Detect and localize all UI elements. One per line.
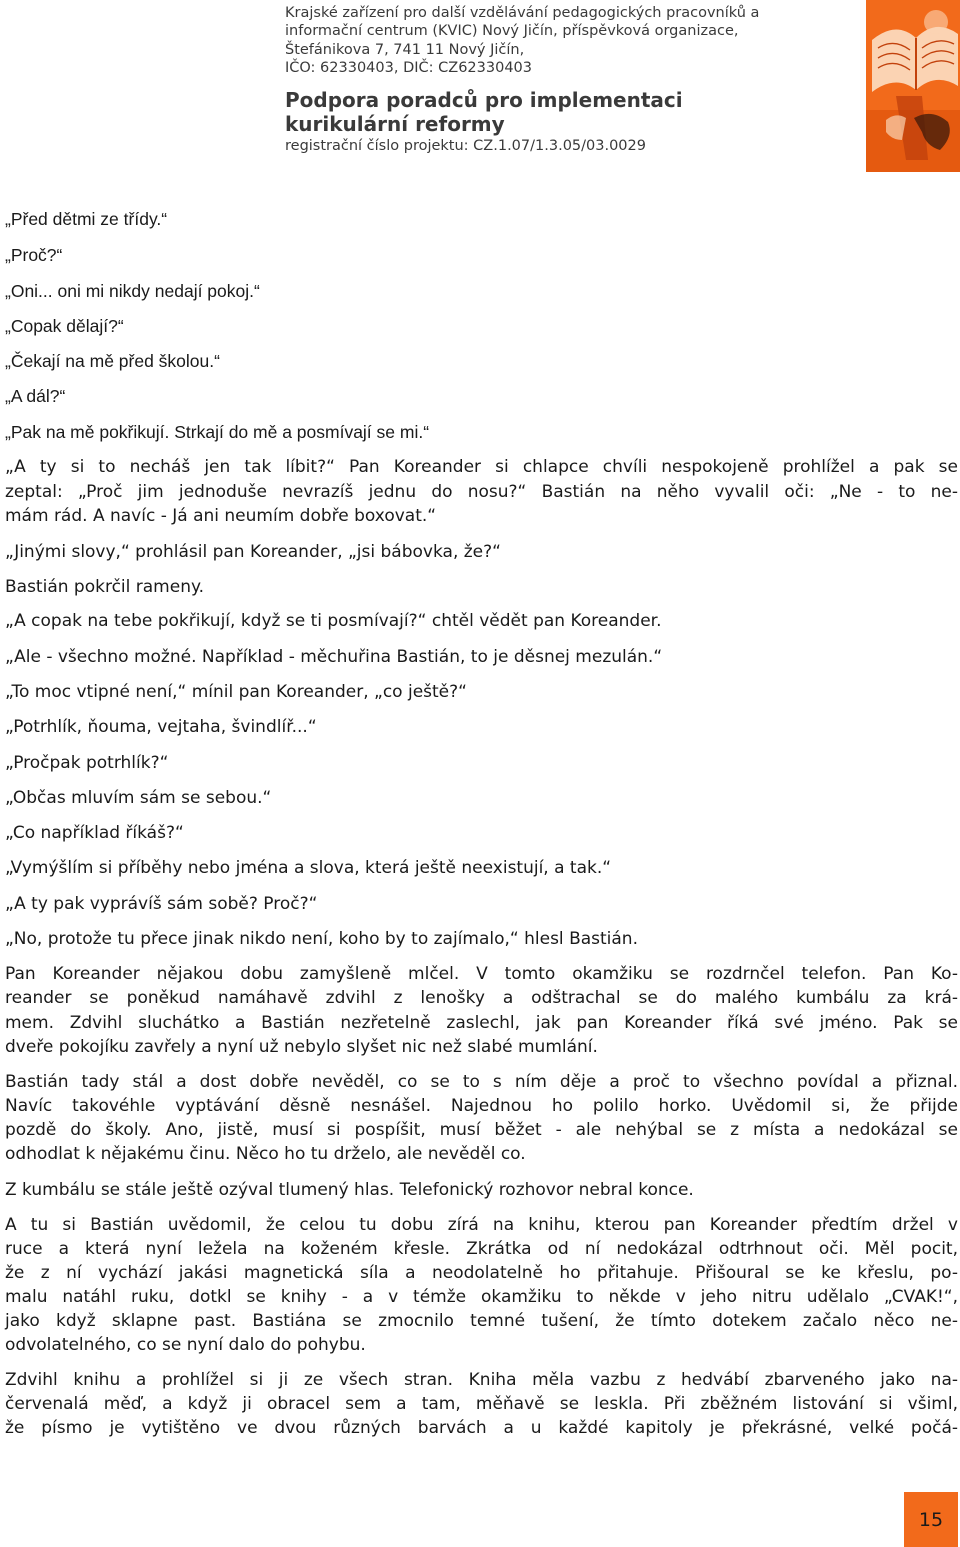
paragraph-line: mem. Zdvihl sluchátko a Bastián nezřetelně zaslechl, jak pan Koreander říká své jméno. Pak se — [5, 1013, 958, 1033]
paragraph-line: zeptal: „Proč jim jednoduše nevrazíš jednu do nosu?“ Bastián na něho vyvalil oči: „Ne - to ne- — [5, 482, 958, 502]
paragraph-line: malu natáhl ruku, dotkl se knihy - a v témže okamžiku to někde v jeho nitru udělalo „CVAK!“, — [5, 1287, 958, 1307]
paragraph-line: Zdvihl knihu a prohlížel si ji ze všech stran. Kniha měla vazbu z hedvábí zbarveného jako na- — [5, 1370, 958, 1390]
dialogue-line: „To moc vtipné není,“ mínil pan Koreander, „co ještě?“ — [5, 682, 467, 702]
page-number: 15 — [918, 1508, 944, 1531]
dialogue-line: „Ale - všechno možné. Například - měchuřina Bastián, to je děsnej mezulán.“ — [5, 647, 663, 667]
dialogue-line: „Pak na mě pokřikují. Strkají do mě a posmívají se mi.“ — [5, 422, 430, 442]
paragraph-line: pozdě do školy. Ano, jistě, musí si pospíšit, musí běžet - ale nehýbal se z místa a nedokázal se — [5, 1120, 958, 1140]
org-name-line-2: informační centrum (KVIC) Nový Jičín, příspěvková organizace, — [285, 23, 739, 40]
paragraph-line: červenalá měď, a když ji obracel sem a tam, měňavě se leskla. Při zběžném listování si všiml, — [5, 1394, 958, 1414]
registration-number: registrační číslo projektu: CZ.1.07/1.3.05/03.0029 — [285, 137, 646, 154]
dialogue-line: „A dál?“ — [5, 386, 66, 406]
paragraph-line: že z ní vychází jakási magnetická síla a neodolatelně ho přitahuje. Přišoural se ke křeslu, po- — [5, 1263, 958, 1283]
page-number-badge — [904, 1492, 958, 1547]
paragraph-line: reander se poněkud namáhavě zdvihl z lenošky a odštrachal se do malého kumbálu za krá- — [5, 988, 958, 1008]
dialogue-line: „Před dětmi ze třídy.“ — [5, 209, 168, 229]
dialogue-line: Bastián pokrčil rameny. — [5, 577, 205, 597]
dialogue-line: „A ty pak vyprávíš sám sobě? Proč?“ — [5, 894, 318, 914]
paragraph-line: mám rád. A navíc - Já ani neumím dobře boxovat.“ — [5, 506, 437, 526]
paragraph-line: odhodlat k nějakému činu. Něco ho tu drželo, ale nevěděl co. — [5, 1144, 526, 1164]
dialogue-line: „Vymýšlím si příběhy nebo jména a slova, která ještě neexistují, a tak.“ — [5, 858, 612, 878]
project-title-line-2: kurikulární reformy — [285, 111, 505, 136]
dialogue-line: „Jinými slovy,“ prohlásil pan Koreander, „jsi bábovka, že?“ — [5, 542, 501, 562]
dialogue-line: „Co například říkáš?“ — [5, 823, 184, 843]
paragraph-line: Navíc takovéhle vyptávání děsně nesnášel. Najednou ho polilo horko. Uvědomil si, že přijde — [5, 1096, 958, 1116]
dialogue-line: „Občas mluvím sám se sebou.“ — [5, 788, 272, 808]
paragraph-line: že písmo je vytištěno ve dvou různých barvách a u každé kapitoly je překrásné, velké počá- — [5, 1418, 958, 1438]
paragraph-line: Z kumbálu se stále ještě ozýval tlumený hlas. Telefonický rozhovor nebral konce. — [5, 1180, 694, 1200]
paragraph-line: Bastián tady stál a dost dobře nevěděl, co se to s ním děje a proč to všechno povídal a přiznal. — [5, 1072, 958, 1092]
book-telephone-logo-icon — [866, 0, 960, 172]
paragraph-line: Pan Koreander nějakou dobu zamyšleně mlčel. V tomto okamžiku se rozdrnčel telefon. Pan Ko- — [5, 964, 958, 984]
org-name-line-1: Krajské zařízení pro další vzdělávání pedagogických pracovníků a — [285, 5, 760, 21]
paragraph-line: jako když sklapne past. Bastiána se zmocnilo temné tušení, že tímto dotekem začalo něco ne- — [5, 1311, 958, 1331]
paragraph-line: ruce a která nyní ležela na koženém křesle. Zkrátka od ní nedokázal odtrhnout oči. Měl pocit, — [5, 1239, 958, 1259]
paragraph-line: dveře pokojíku zavřely a nyní už nebylo slyšet nic než slabé mumlání. — [5, 1037, 598, 1057]
document-header — [285, 4, 785, 155]
paragraph-line: odvolatelného, co se nyní dalo do pohybu. — [5, 1335, 366, 1355]
paragraph-line: A tu si Bastián uvědomil, že celou tu dobu zírá na knihu, kterou pan Koreander předtím držel v — [5, 1215, 958, 1235]
dialogue-line: „Čekají na mě před školou.“ — [5, 351, 220, 371]
org-ids: IČO: 62330403, DIČ: CZ62330403 — [285, 60, 532, 77]
dialogue-line: „Pročpak potrhlík?“ — [5, 753, 169, 773]
dialogue-line: „A copak na tebe pokřikují, když se ti posmívají?“ chtěl vědět pan Koreander. — [5, 611, 662, 631]
dialogue-line: „Potrhlík, ňouma, vejtaha, švindlíř...“ — [5, 717, 317, 737]
org-address: Štefánikova 7, 741 11 Nový Jičín, — [285, 41, 525, 58]
dialogue-line: „Proč?“ — [5, 245, 63, 265]
dialogue-line: „Oni... oni mi nikdy nedají pokoj.“ — [5, 281, 260, 301]
dialogue-line: „Copak dělají?“ — [5, 316, 124, 336]
dialogue-line: „No, protože tu přece jinak nikdo není, koho by to zajímalo,“ hlesl Bastián. — [5, 929, 638, 949]
paragraph-line: „A ty si to necháš jen tak líbit?“ Pan Koreander si chlapce chvíli nespokojeně prohlížel a pak se — [5, 457, 958, 477]
project-title-line-1: Podpora poradců pro implementaci — [285, 87, 683, 112]
